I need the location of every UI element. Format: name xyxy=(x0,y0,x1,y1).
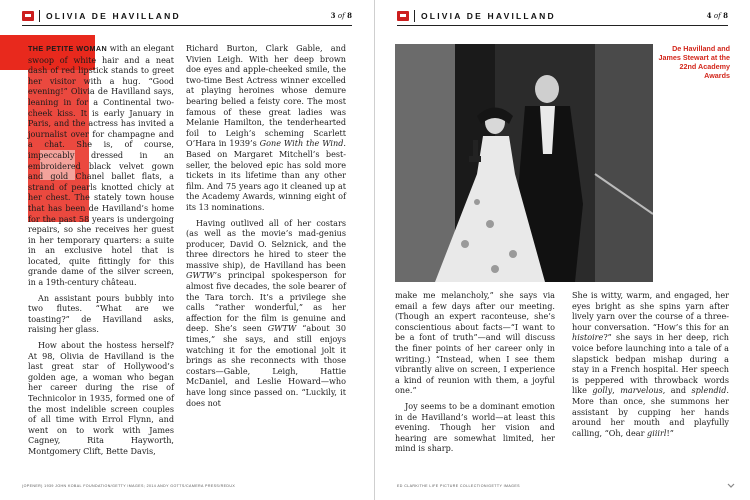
next-page-arrow-icon[interactable] xyxy=(726,480,736,490)
body-column-4 xyxy=(572,290,729,438)
magazine-logo-icon xyxy=(397,11,409,21)
page-total: 8 xyxy=(723,11,728,20)
paragraph xyxy=(186,218,346,409)
paragraph xyxy=(186,43,346,213)
paragraph: Joy seems to be a dominant emotion in de Havilland’s world—at least this evening. Though her vision and hearing are somewhat limited, her mind is sharp. xyxy=(395,400,555,454)
paragraph-text: , and xyxy=(662,385,692,396)
page-indicator[interactable] xyxy=(331,11,352,20)
page-of-word: of xyxy=(337,12,345,20)
page-number: 3 xyxy=(330,11,336,20)
photo-credit: ED CLARK/THE LIFE PICTURE COLLECTION/GETTY IMAGES xyxy=(397,484,520,488)
left-page-header xyxy=(22,6,352,26)
paragraph-text: Richard Burton, Clark Gable, and Vivien Leigh. With her deep brown doe eyes and apple-cheeked smile, the two-time Best Actress winner excelled at playing heroines whose demure bearing belied a feisty core. The most famous of these great ladies was Melanie Hamilton, the tenderhearted foil to Leigh’s scheming Scarlett O’Hara in 1939’s xyxy=(186,43,346,149)
paragraph: make me melancholy,” she says via email a few days after our meeting. (Though an expert raconteuse, she’s conscientious about facts—“I want to be a font of truth”—and will discuss the finer points of her career only in writing.) “Instead, when I see them vibrantly alive on screen, I experience a kind of reunion with them, a joyful one.” xyxy=(395,290,555,396)
paragraph-text: She is witty, warm, and engaged, her eyes bright as she spins yarn after lively yarn over the course of a three-hour conversation. “How’s this for an xyxy=(572,290,729,332)
italic-word: golly xyxy=(592,385,613,396)
paragraph-text: Having outlived all of her costars (as well as the movie’s mad-genius producer, David O. Selznick, and the three directors he hired to steer the massive ship), de Havilland has been xyxy=(186,217,346,270)
italic-word: giiirl xyxy=(647,427,667,438)
film-title: GWTW xyxy=(267,323,297,334)
film-title: GWTW xyxy=(186,270,215,281)
paragraph-text: with an elegant swoop of white hair and a neat dash of red lipstick stands to greet her visitor with a hug. “Good evening!” Olivia de Havilland says, leaning in for a Continental two-cheek kiss. It is early January in Paris, and the actress has invited a journalist over for champagne and a chat. She is, of course, impeccably dressed in an embroidered black velvet gown and gold Chanel ballet flats, a strand of pearls knotted chicly at her chest. The stately town house that has been de Havilland’s home for the past 58 years is undergoing repairs, so she receives her guest in her temporary quarters: a suite in an exclusive hotel that is located, quite fittingly for this grande dame of the silver screen, in a 19th-century château. xyxy=(28,43,174,288)
italic-word: histoire xyxy=(572,332,604,343)
page-total: 8 xyxy=(347,11,352,20)
paragraph: How about the hostess herself? At 98, Olivia de Havilland is the last great star of Hollywood’s golden age, a woman who began her career during the rise of Technicolor in 1935, formed one of the most indelible screen couples of all time with Errol Flynn, and went on to work with James Cagney, Rita Hayworth, Montgomery Clift, Bette Davis, xyxy=(28,340,174,456)
paragraph-text: ’s principal spokesperson for almost five decades, the sole bearer of the Tara torch. It’s a privilege she calls “rather wonderful,” as her affection for the film is genuine and deep. She’s seen xyxy=(186,270,346,334)
header-divider xyxy=(39,10,40,22)
page-number: 4 xyxy=(706,11,712,20)
archival-photo xyxy=(395,44,653,282)
paragraph-text: !” xyxy=(666,427,674,438)
article-subject-name: OLIVIA DE HAVILLAND xyxy=(421,10,556,21)
paragraph-text: . More than once, she summons her assistant by cupping her hands around her mouth and playfully calling, “Oh, dear xyxy=(572,385,729,438)
lead-in: THE PETITE WOMAN xyxy=(28,44,108,53)
body-column-3 xyxy=(395,290,555,454)
right-page-header xyxy=(397,6,728,26)
paragraph xyxy=(28,43,174,288)
paragraph-text: ?” she says in her deep, rich voice before launching into a tale of a slapstick bedpan mishap during a stay in a French hospital. Her speech is peppered with throwback words like xyxy=(572,332,729,396)
header-divider xyxy=(414,10,415,22)
magazine-logo-icon xyxy=(22,11,34,21)
photo-caption: De Havilland and James Stewart at the 22nd Academy Awards xyxy=(658,44,730,80)
paragraph-text: . Based on Margaret Mitchell’s best-seller, the beloved epic has sold more tickets in its lifetime than any other film. And 75 years ago it cleaned up at the Academy Awards, winning eight of its 13 nominations. xyxy=(186,138,346,212)
photo-illustration xyxy=(395,44,653,282)
page-indicator[interactable] xyxy=(707,11,728,20)
paragraph-text: , xyxy=(612,385,621,396)
paragraph: An assistant pours bubbly into two flutes. “What are we toasting?” de Havilland asks, raising her glass. xyxy=(28,292,174,335)
body-column-2 xyxy=(186,43,346,408)
paragraph-text: “about 30 times,” she says, and still enjoys watching it for the emotional jolt it brings as she reconnects with those costars—Gable, Leigh, Hattie McDaniel, and Leslie Howard—who have long since passed on. “Luckily, it does not xyxy=(186,323,346,408)
italic-word: splendid xyxy=(691,385,727,396)
photo-credit: (OPENER) 1939 JOHN KOBAL FOUNDATION/GETTY IMAGES; 2014 ANDY GOTTS/CAMERA PRESS/REDUX xyxy=(22,484,236,488)
paragraph xyxy=(572,290,729,438)
article-subject-name: OLIVIA DE HAVILLAND xyxy=(46,10,181,21)
film-title: Gone With the Wind xyxy=(259,138,344,149)
italic-word: marvelous xyxy=(620,385,663,396)
body-column-1 xyxy=(28,43,174,457)
page-of-word: of xyxy=(713,12,721,20)
right-page xyxy=(375,0,750,500)
